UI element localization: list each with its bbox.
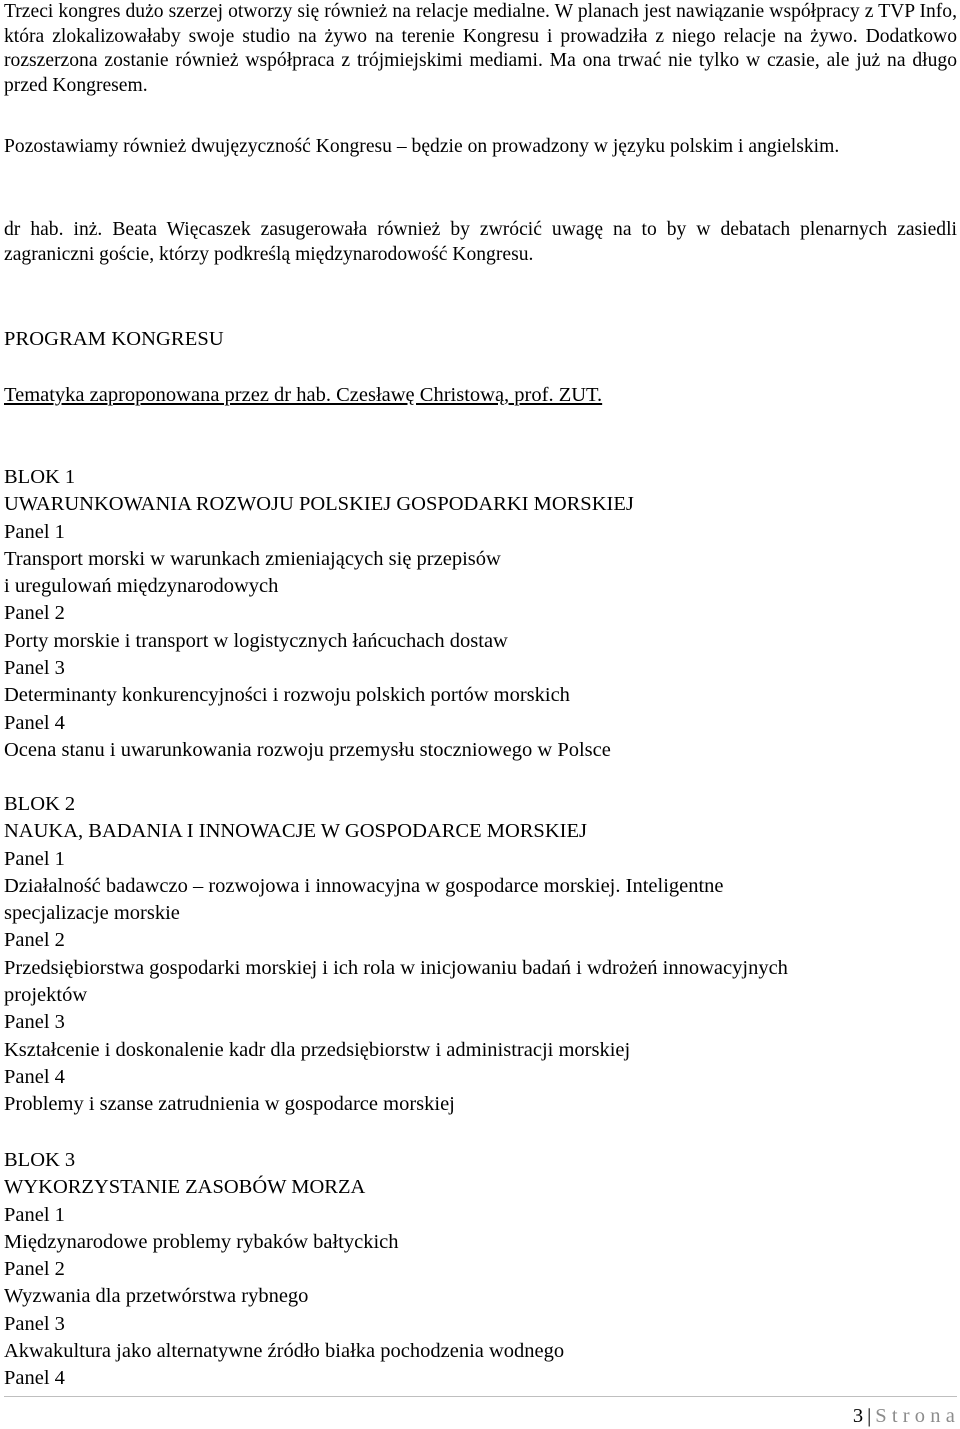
panel-label: Panel 4 — [4, 711, 65, 734]
footer-separator: | — [867, 1405, 872, 1427]
block-label: BLOK 1 — [4, 466, 76, 488]
page-footer — [853, 1403, 960, 1429]
intro-paragraph-guests: dr hab. inż. Beata Więcaszek zasugerowała również by zwrócić uwagę na to by w debatach plenarnych zasiedli zagraniczni goście, którzy podkreślą międzynarodowość Kongresu. — [4, 219, 957, 265]
panel-label: Panel 2 — [4, 929, 65, 952]
panel-topic-continued: projektów — [4, 984, 88, 1007]
panel-topic: Przedsiębiorstwa gospodarki morskiej i ich rola w inicjowaniu badań i wdrożeń innowacyjnych — [4, 956, 788, 979]
intro-paragraph-media: Trzeci kongres dużo szerzej otworzy się również na relacje medialne. W planach jest nawiązanie współpracy z TVP Info, która zlokalizowałaby swoje studio na żywo na terenie Kongresu i prowadziła z niego relacje na żywo. Dodatkowo rozszerzona zostanie również współpraca z trójmiejskimi mediami. Ma ona trwać nie tylko w czasie, ale już na długo przed Kongresem. — [4, 1, 957, 96]
block-label: BLOK 2 — [4, 793, 76, 815]
panel-label: Panel 3 — [4, 1011, 65, 1034]
panel-label: Panel 1 — [4, 1203, 65, 1226]
page-number: 3 — [852, 1405, 864, 1427]
panel-label: Panel 4 — [4, 1367, 65, 1390]
footer-divider — [4, 1396, 957, 1397]
panel-label: Panel 1 — [4, 520, 65, 543]
panel-topic: Akwakultura jako alternatywne źródło białka pochodzenia wodnego — [4, 1340, 565, 1363]
intro-paragraph-bilingual: Pozostawiamy również dwujęzyczność Kongresu – będzie on prowadzony w języku polskim i angielskim. — [4, 136, 840, 157]
program-block-2 — [4, 791, 944, 1119]
block-title: WYKORZYSTANIE ZASOBÓW MORZA — [4, 1176, 366, 1199]
program-block-3 — [4, 1147, 944, 1393]
panel-label: Panel 3 — [4, 1312, 65, 1335]
panel-label: Panel 1 — [4, 847, 65, 870]
block-title: UWARUNKOWANIA ROZWOJU POLSKIEJ GOSPODARKI MORSKIEJ — [4, 493, 634, 516]
panel-topic: Ocena stanu i uwarunkowania rozwoju przemysłu stoczniowego w Polsce — [4, 738, 611, 761]
panel-topic: Wyzwania dla przetwórstwa rybnego — [4, 1285, 309, 1308]
panel-label: Panel 3 — [4, 657, 65, 680]
panel-topic: Problemy i szanse zatrudnienia w gospodarce morskiej — [4, 1093, 455, 1116]
panel-label: Panel 4 — [4, 1065, 65, 1088]
panel-label: Panel 2 — [4, 1258, 65, 1281]
panel-topic: Kształcenie i doskonalenie kadr dla przedsiębiorstw i administracji morskiej — [4, 1038, 631, 1061]
panel-topic: Międzynarodowe problemy rybaków bałtyckich — [4, 1230, 399, 1253]
panel-topic: Determinanty konkurencyjności i rozwoju polskich portów morskich — [4, 684, 570, 707]
block-label: BLOK 3 — [4, 1149, 76, 1171]
program-heading: PROGRAM KONGRESU — [4, 328, 224, 350]
page-word: Strona — [875, 1405, 960, 1427]
panel-topic-continued: specjalizacje morskie — [4, 902, 180, 925]
panel-topic-continued: i uregulowań międzynarodowych — [4, 575, 279, 598]
block-title: NAUKA, BADANIA I INNOWACJE W GOSPODARCE MORSKIEJ — [4, 820, 587, 843]
panel-topic: Transport morski w warunkach zmieniających się przepisów — [4, 547, 501, 570]
panel-label: Panel 2 — [4, 602, 65, 625]
panel-topic: Porty morskie i transport w logistycznych łańcuchach dostaw — [4, 629, 508, 652]
program-block-1 — [4, 464, 944, 764]
panel-topic: Działalność badawczo – rozwojowa i innowacyjna w gospodarce morskiej. Inteligentne — [4, 874, 724, 897]
program-subheading: Tematyka zaproponowana przez dr hab. Czesławę Christową, prof. ZUT. — [4, 384, 603, 406]
